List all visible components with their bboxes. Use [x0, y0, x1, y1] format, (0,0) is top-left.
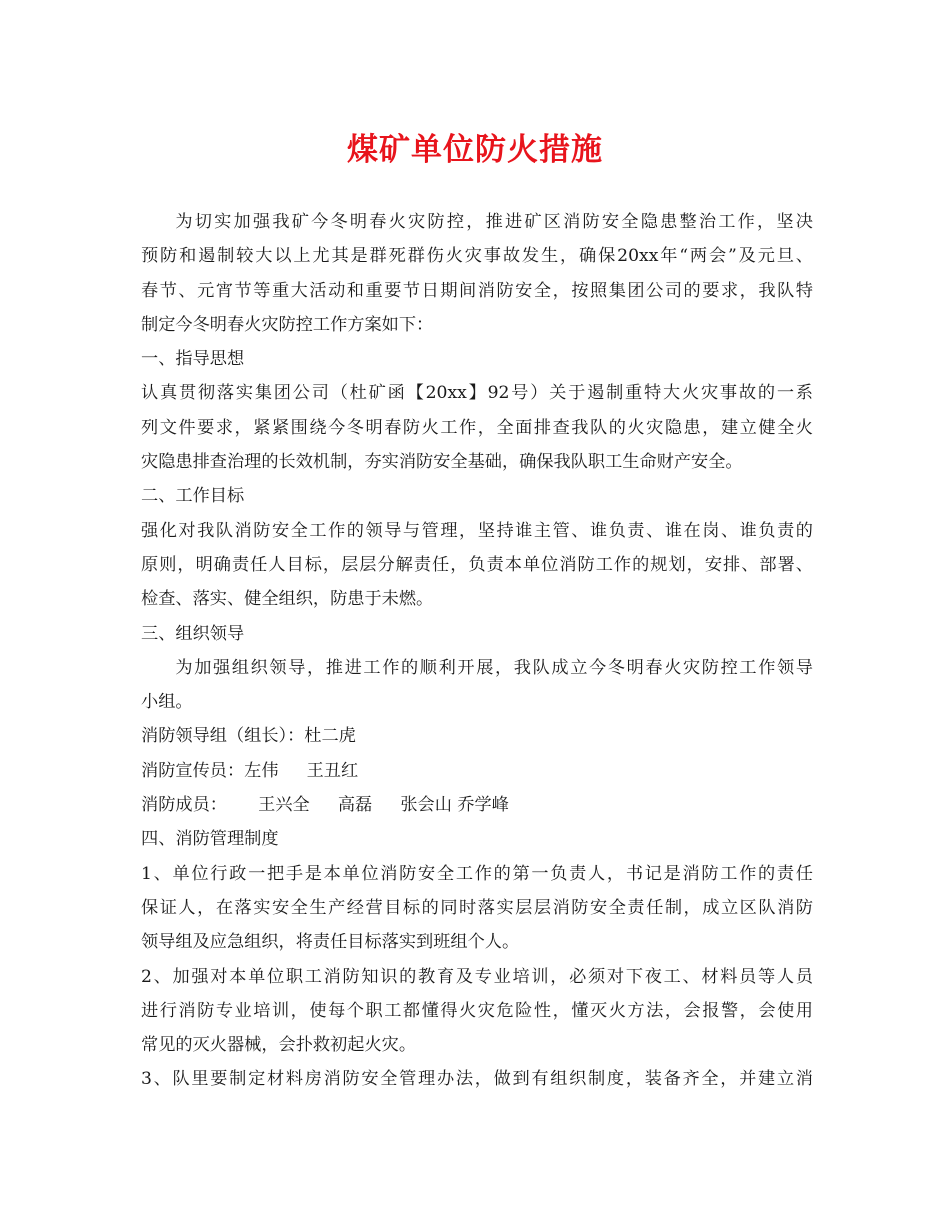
document-line: 小组。 [141, 692, 193, 713]
document-line: 灾隐患排查治理的长效机制，夯实消防安全基础，确保我队职工生命财产安全。 [141, 452, 743, 473]
document-line: 为切实加强我矿今冬明春火灾防控，推进矿区消防安全隐患整治工作，坚决 [175, 212, 813, 232]
document-line: 保证人，在落实安全生产经营目标的同时落实层层消防安全责任制，成立区队消防 [141, 897, 813, 918]
document-line: 列文件要求，紧紧围绕今冬明春防火工作，全面排查我队的火灾隐患，建立健全火 [141, 417, 813, 438]
document-title: 煤矿单位防火措施 [347, 132, 603, 168]
document-body [141, 205, 813, 1097]
document-line: 3、队里要制定材料房消防安全管理办法，做到有组织制度，装备齐全，并建立消 [141, 1069, 813, 1090]
document-line: 三、组织领导 [141, 623, 245, 644]
document-line: 消防成员： 王兴全 高磊 张会山 乔学峰 [141, 795, 509, 816]
document-line: 春节、元宵节等重大活动和重要节日期间消防安全，按照集团公司的要求，我队特 [141, 280, 813, 301]
document-line: 2、加强对本单位职工消防知识的教育及专业培训，必须对下夜工、材料员等人员 [141, 966, 813, 987]
document-line: 制定今冬明春火灾防控工作方案如下： [141, 314, 434, 335]
document-line: 消防领导组（组长）：杜二虎 [141, 726, 356, 747]
document-line: 原则，明确责任人目标，层层分解责任，负责本单位消防工作的规划，安排、部署、 [141, 554, 813, 575]
document-line: 检查、落实、健全组织，防患于未燃。 [141, 589, 434, 610]
document-line: 二、工作目标 [141, 486, 245, 507]
document-line: 预防和遏制较大以上尤其是群死群伤火灾事故发生，确保20xx年“两会”及元旦、 [141, 246, 813, 267]
document-line: 领导组及应急组织，将责任目标落实到班组个人。 [141, 932, 520, 953]
document-line: 为加强组织领导，推进工作的顺利开展，我队成立今冬明春火灾防控工作领导 [175, 657, 813, 678]
document-line: 强化对我队消防安全工作的领导与管理，坚持谁主管、谁负责、谁在岗、谁负责的 [141, 520, 813, 541]
document-line: 四、消防管理制度 [141, 829, 279, 850]
document-line: 常见的灭火器械，会扑救初起火灾。 [141, 1035, 417, 1056]
document-line: 认真贯彻落实集团公司（杜矿函【20xx】92号）关于遏制重特大火灾事故的一系 [141, 383, 813, 404]
document-line: 进行消防专业培训，使每个职工都懂得火灾危险性，懂灭火方法，会报警，会使用 [141, 1000, 813, 1021]
document-line: 一、指导思想 [141, 349, 245, 370]
document-line: 消防宣传员：左伟 王丑红 [141, 760, 359, 781]
document-line: 1、单位行政一把手是本单位消防安全工作的第一负责人，书记是消防工作的责任 [141, 863, 813, 884]
